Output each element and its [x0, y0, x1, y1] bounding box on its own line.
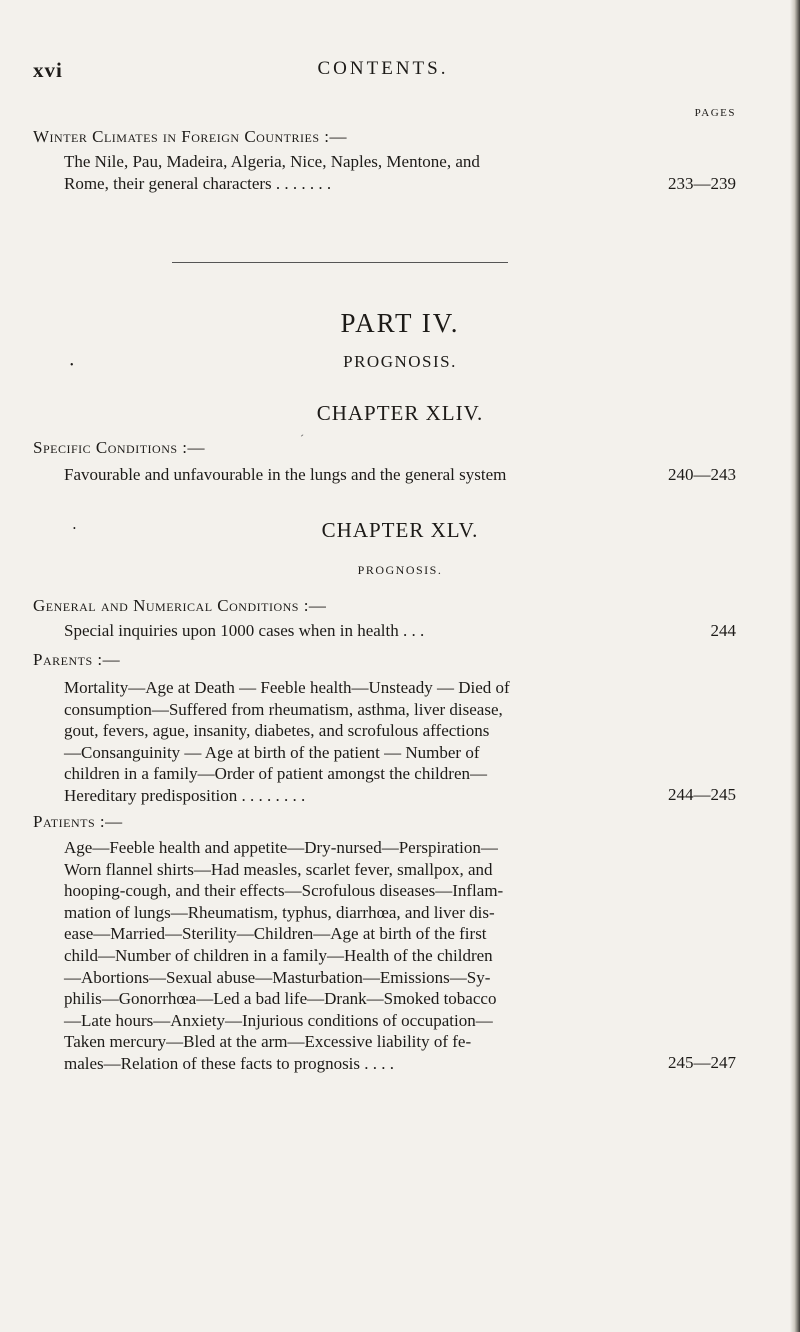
- parents-line: gout, fevers, ague, insanity, diabetes, and scrofulous affections: [64, 721, 490, 741]
- patients-line: child—Number of children in a family—Health of the children: [64, 945, 493, 965]
- parents-heading: Parents :—: [33, 650, 121, 669]
- stray-mark: •: [70, 360, 74, 371]
- patients-line: males—Relation of these facts to prognosis . . . .: [64, 1053, 395, 1073]
- parents-line: —Consanguinity — Age at birth of the patient — Number of: [64, 742, 480, 762]
- winter-climates-line-2: Rome, their general characters . . . . . . .: [64, 174, 332, 193]
- winter-climates-line-1: The Nile, Pau, Madeira, Algeria, Nice, Naples, Mentone, and: [64, 152, 480, 171]
- running-head-title: CONTENTS.: [317, 58, 449, 79]
- parents-line: Mortality—Age at Death — Feeble health—Unsteady — Died of: [64, 678, 510, 697]
- general-conditions-line: Special inquiries upon 1000 cases when in health . . .: [64, 621, 425, 640]
- chapter-45-title: CHAPTER XLV.: [321, 518, 479, 542]
- chapter-44-title: CHAPTER XLIV.: [316, 401, 484, 425]
- parents-line: Hereditary predisposition . . . . . . . .: [64, 785, 306, 805]
- patients-line: Taken mercury—Bled at the arm—Excessive liability of fe-: [64, 1032, 472, 1052]
- patients-line: Age—Feeble health and appetite—Dry-nursed—Perspiration—: [64, 838, 498, 857]
- part-subtitle: PROGNOSIS.: [343, 352, 457, 371]
- specific-conditions-heading: Specific Conditions :—: [33, 438, 206, 457]
- patients-line: mation of lungs—Rheumatism, typhus, diarrhœa, and liver dis-: [64, 902, 495, 922]
- part-title: PART IV.: [340, 308, 460, 338]
- parents-line: children in a family—Order of patient amongst the children—: [64, 764, 487, 784]
- patients-heading: Patients :—: [33, 812, 123, 831]
- winter-climates-pages: 233—239: [668, 174, 736, 193]
- patients-entry: [64, 837, 674, 1075]
- patients-line: hooping-cough, and their effects—Scrofulous diseases—Inflam-: [64, 881, 504, 901]
- stray-tick-mark: ´: [300, 432, 304, 446]
- general-conditions-pages: 244: [710, 621, 736, 640]
- patients-line: —Late hours—Anxiety—Injurious conditions of occupation—: [64, 1010, 493, 1030]
- parents-line: consumption—Suffered from rheumatism, asthma, liver disease,: [64, 699, 503, 719]
- general-conditions-heading: General and Numerical Conditions :—: [33, 596, 327, 615]
- page-folio: xvi: [33, 58, 63, 82]
- chapter-45-subtitle: PROGNOSIS.: [357, 563, 443, 577]
- parents-entry: [64, 677, 674, 807]
- winter-climates-heading: Winter Climates in Foreign Countries :—: [33, 127, 347, 146]
- patients-line: Worn flannel shirts—Had measles, scarlet fever, smallpox, and: [64, 859, 493, 879]
- section-divider-rule: [172, 262, 508, 263]
- running-head: [33, 58, 733, 82]
- patients-pages: 245—247: [668, 1053, 736, 1072]
- parents-pages: 244—245: [668, 785, 736, 804]
- pages-column-label: PAGES: [694, 107, 736, 119]
- stray-dot: •: [73, 524, 76, 533]
- specific-conditions-line: Favourable and unfavourable in the lungs and the general system: [64, 465, 507, 484]
- patients-line: —Abortions—Sexual abuse—Masturbation—Emissions—Sy-: [64, 967, 491, 987]
- page-edge-shadow: [790, 0, 800, 1332]
- patients-line: philis—Gonorrhœa—Led a bad life—Drank—Smoked tobacco: [64, 989, 497, 1009]
- specific-conditions-pages: 240—243: [668, 465, 736, 484]
- patients-line: ease—Married—Sterility—Children—Age at birth of the first: [64, 924, 487, 944]
